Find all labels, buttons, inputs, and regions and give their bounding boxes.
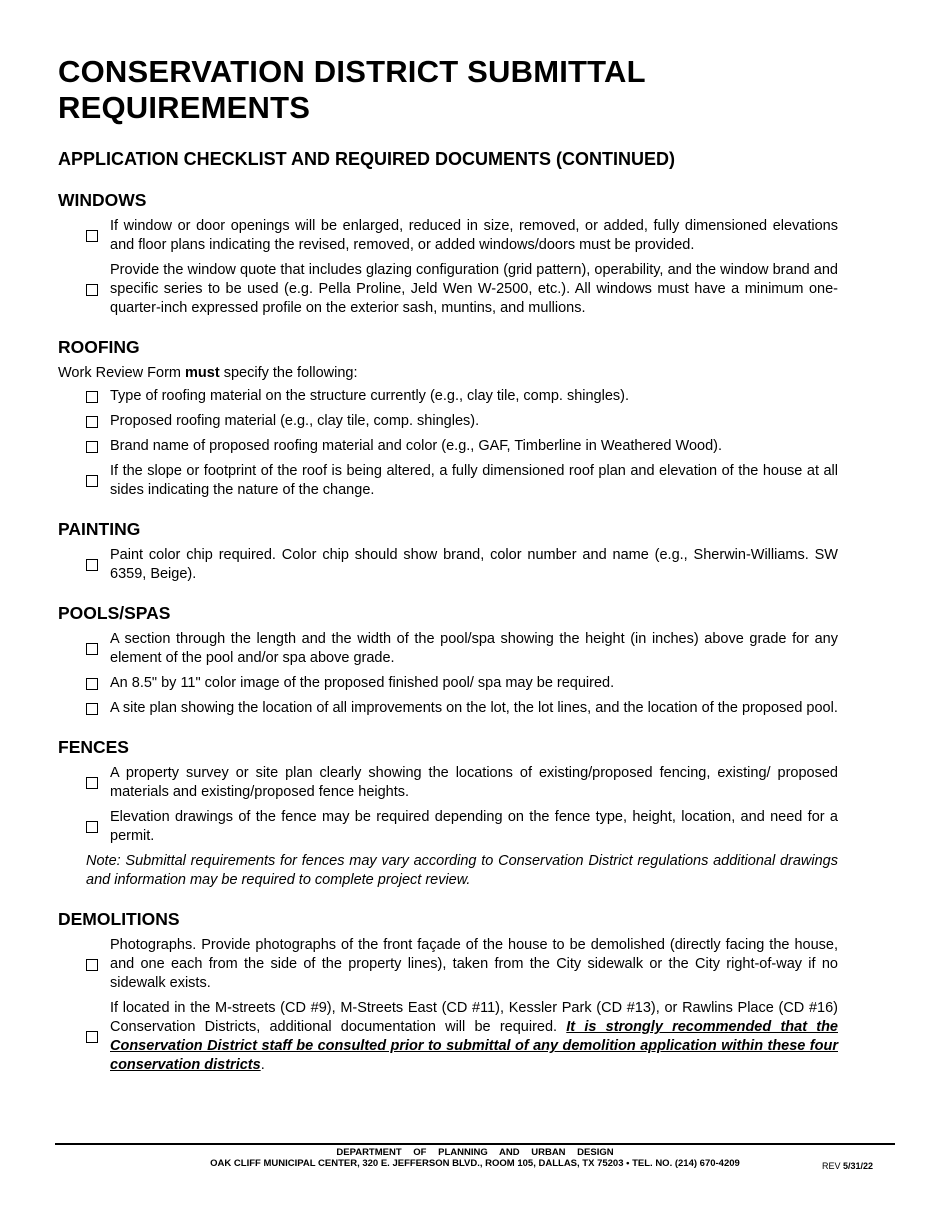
checklist-item bbox=[86, 462, 838, 500]
checklist-item-text: If window or door openings will be enlarged, reduced in size, removed, or added, fully dimensioned elevations and floor plans indicating the revised, removed, or added windows/doors must be provided. bbox=[110, 218, 838, 253]
checklist-item-text: A site plan showing the location of all improvements on the lot, the lot lines, and the location of the proposed pool. bbox=[110, 700, 838, 716]
demolition-item-plain: If located in the M-streets (CD #9), M-Streets East (CD #11), Kessler Park (CD #13), or Rawlins Place (CD #16) Conservation Districts, additional documentation will be required. bbox=[110, 1000, 838, 1035]
checkbox[interactable] bbox=[86, 1031, 98, 1043]
checklist-item bbox=[86, 699, 838, 718]
checklist-item bbox=[86, 412, 838, 431]
checklist-item-text: An 8.5" by 11" color image of the proposed finished pool/ spa may be required. bbox=[110, 675, 615, 691]
checklist-item-text: Elevation drawings of the fence may be required depending on the fence type, height, location, and need for a permit. bbox=[110, 809, 838, 844]
checklist-item bbox=[86, 764, 838, 802]
checklist-item bbox=[86, 261, 838, 318]
checklist-item-text: Brand name of proposed roofing material and color (e.g., GAF, Timberline in Weathered Wood). bbox=[110, 438, 723, 454]
roofing-intro-start: Work Review Form bbox=[58, 365, 186, 381]
page-subtitle: APPLICATION CHECKLIST AND REQUIRED DOCUMENTS (CONTINUED) bbox=[58, 149, 675, 169]
checkbox[interactable] bbox=[86, 391, 98, 403]
footer-divider bbox=[55, 1143, 895, 1145]
checklist-item bbox=[86, 217, 838, 255]
section-heading-painting: PAINTING bbox=[58, 519, 141, 539]
footer-address: OAK CLIFF MUNICIPAL CENTER, 320 E. JEFFERSON BLVD., ROOM 105, DALLAS, TX 75203 • TEL. NO. (214) 670-4209 bbox=[210, 1158, 740, 1169]
fences-note: Note: Submittal requirements for fences may vary according to Conservation District regulations additional drawings and information may be required to complete project review. bbox=[86, 853, 838, 888]
checkbox[interactable] bbox=[86, 821, 98, 833]
footer-department: DEPARTMENT OF PLANNING AND URBAN DESIGN bbox=[336, 1147, 614, 1158]
checklist-item-text: Proposed roofing material (e.g., clay tile, comp. shingles). bbox=[110, 413, 480, 429]
checkbox[interactable] bbox=[86, 475, 98, 487]
checklist-item bbox=[86, 999, 838, 1075]
checklist-item-text: A section through the length and the width of the pool/spa showing the height (in inches) above grade for any element of the pool and/or spa above grade. bbox=[110, 631, 838, 666]
checklist-item bbox=[86, 546, 838, 584]
checkbox[interactable] bbox=[86, 959, 98, 971]
roofing-intro bbox=[58, 364, 838, 383]
checkbox[interactable] bbox=[86, 441, 98, 453]
checklist-item-text: Paint color chip required. Color chip should show brand, color number and name (e.g., Sherwin-Williams. SW 6359, Beige). bbox=[110, 547, 838, 582]
page-title: CONSERVATION DISTRICT SUBMITTAL REQUIREMENTS bbox=[58, 54, 646, 125]
checkbox[interactable] bbox=[86, 777, 98, 789]
demolition-item-end: . bbox=[260, 1057, 265, 1073]
checklist-item-text: Photographs. Provide photographs of the front façade of the house to be demolished (directly facing the house, and one each from the side of the property lines), taken from the City sidewalk or the City right-of-way if no sidewalk exists. bbox=[110, 937, 838, 991]
checkbox[interactable] bbox=[86, 416, 98, 428]
checkbox[interactable] bbox=[86, 284, 98, 296]
checklist-item bbox=[86, 437, 838, 456]
section-heading-windows: WINDOWS bbox=[58, 190, 147, 210]
checklist-item bbox=[86, 936, 838, 993]
checkbox[interactable] bbox=[86, 230, 98, 242]
checklist-item bbox=[86, 674, 838, 693]
section-heading-demolitions: DEMOLITIONS bbox=[58, 909, 180, 929]
checkbox[interactable] bbox=[86, 559, 98, 571]
checkbox[interactable] bbox=[86, 678, 98, 690]
checklist-item-text: If the slope or footprint of the roof is being altered, a fully dimensioned roof plan and elevation of the house at all sides indicating the nature of the change. bbox=[110, 463, 838, 498]
checklist-item-text: A property survey or site plan clearly showing the locations of existing/proposed fencing, existing/ proposed materials and existing/proposed fence heights. bbox=[110, 765, 838, 800]
checklist-item bbox=[86, 808, 838, 846]
demolition-item-emphasis: It is strongly recommended that the Conservation District staff be consulted prior to submittal of any demolition application within these four conservation districts bbox=[110, 1019, 838, 1073]
revision-prefix: REV bbox=[822, 1161, 844, 1171]
section-heading-pools: POOLS/SPAS bbox=[58, 603, 171, 623]
section-heading-fences: FENCES bbox=[58, 737, 129, 757]
revision-date: 5/31/22 bbox=[843, 1161, 874, 1171]
checkbox[interactable] bbox=[86, 643, 98, 655]
checklist-item-text bbox=[110, 999, 838, 1075]
document-page bbox=[58, 54, 838, 1081]
checklist-item bbox=[86, 630, 838, 668]
checklist-item-text: Provide the window quote that includes glazing configuration (grid pattern), operability, and the window brand and specific series to be used (e.g. Pella Proline, Jeld Wen W-2500, etc.). All windows must have a minimum one-quarter-inch expressed profile on the exterior sash, muntins, and mullions. bbox=[110, 262, 838, 316]
roofing-intro-end: specify the following: bbox=[219, 365, 358, 381]
checklist-item bbox=[86, 387, 838, 406]
section-heading-roofing: ROOFING bbox=[58, 337, 140, 357]
roofing-intro-bold: must bbox=[185, 365, 220, 381]
revision-label bbox=[822, 1161, 873, 1171]
checkbox[interactable] bbox=[86, 703, 98, 715]
checklist-item-text: Type of roofing material on the structure currently (e.g., clay tile, comp. shingles). bbox=[110, 388, 630, 404]
footer bbox=[55, 1147, 895, 1169]
